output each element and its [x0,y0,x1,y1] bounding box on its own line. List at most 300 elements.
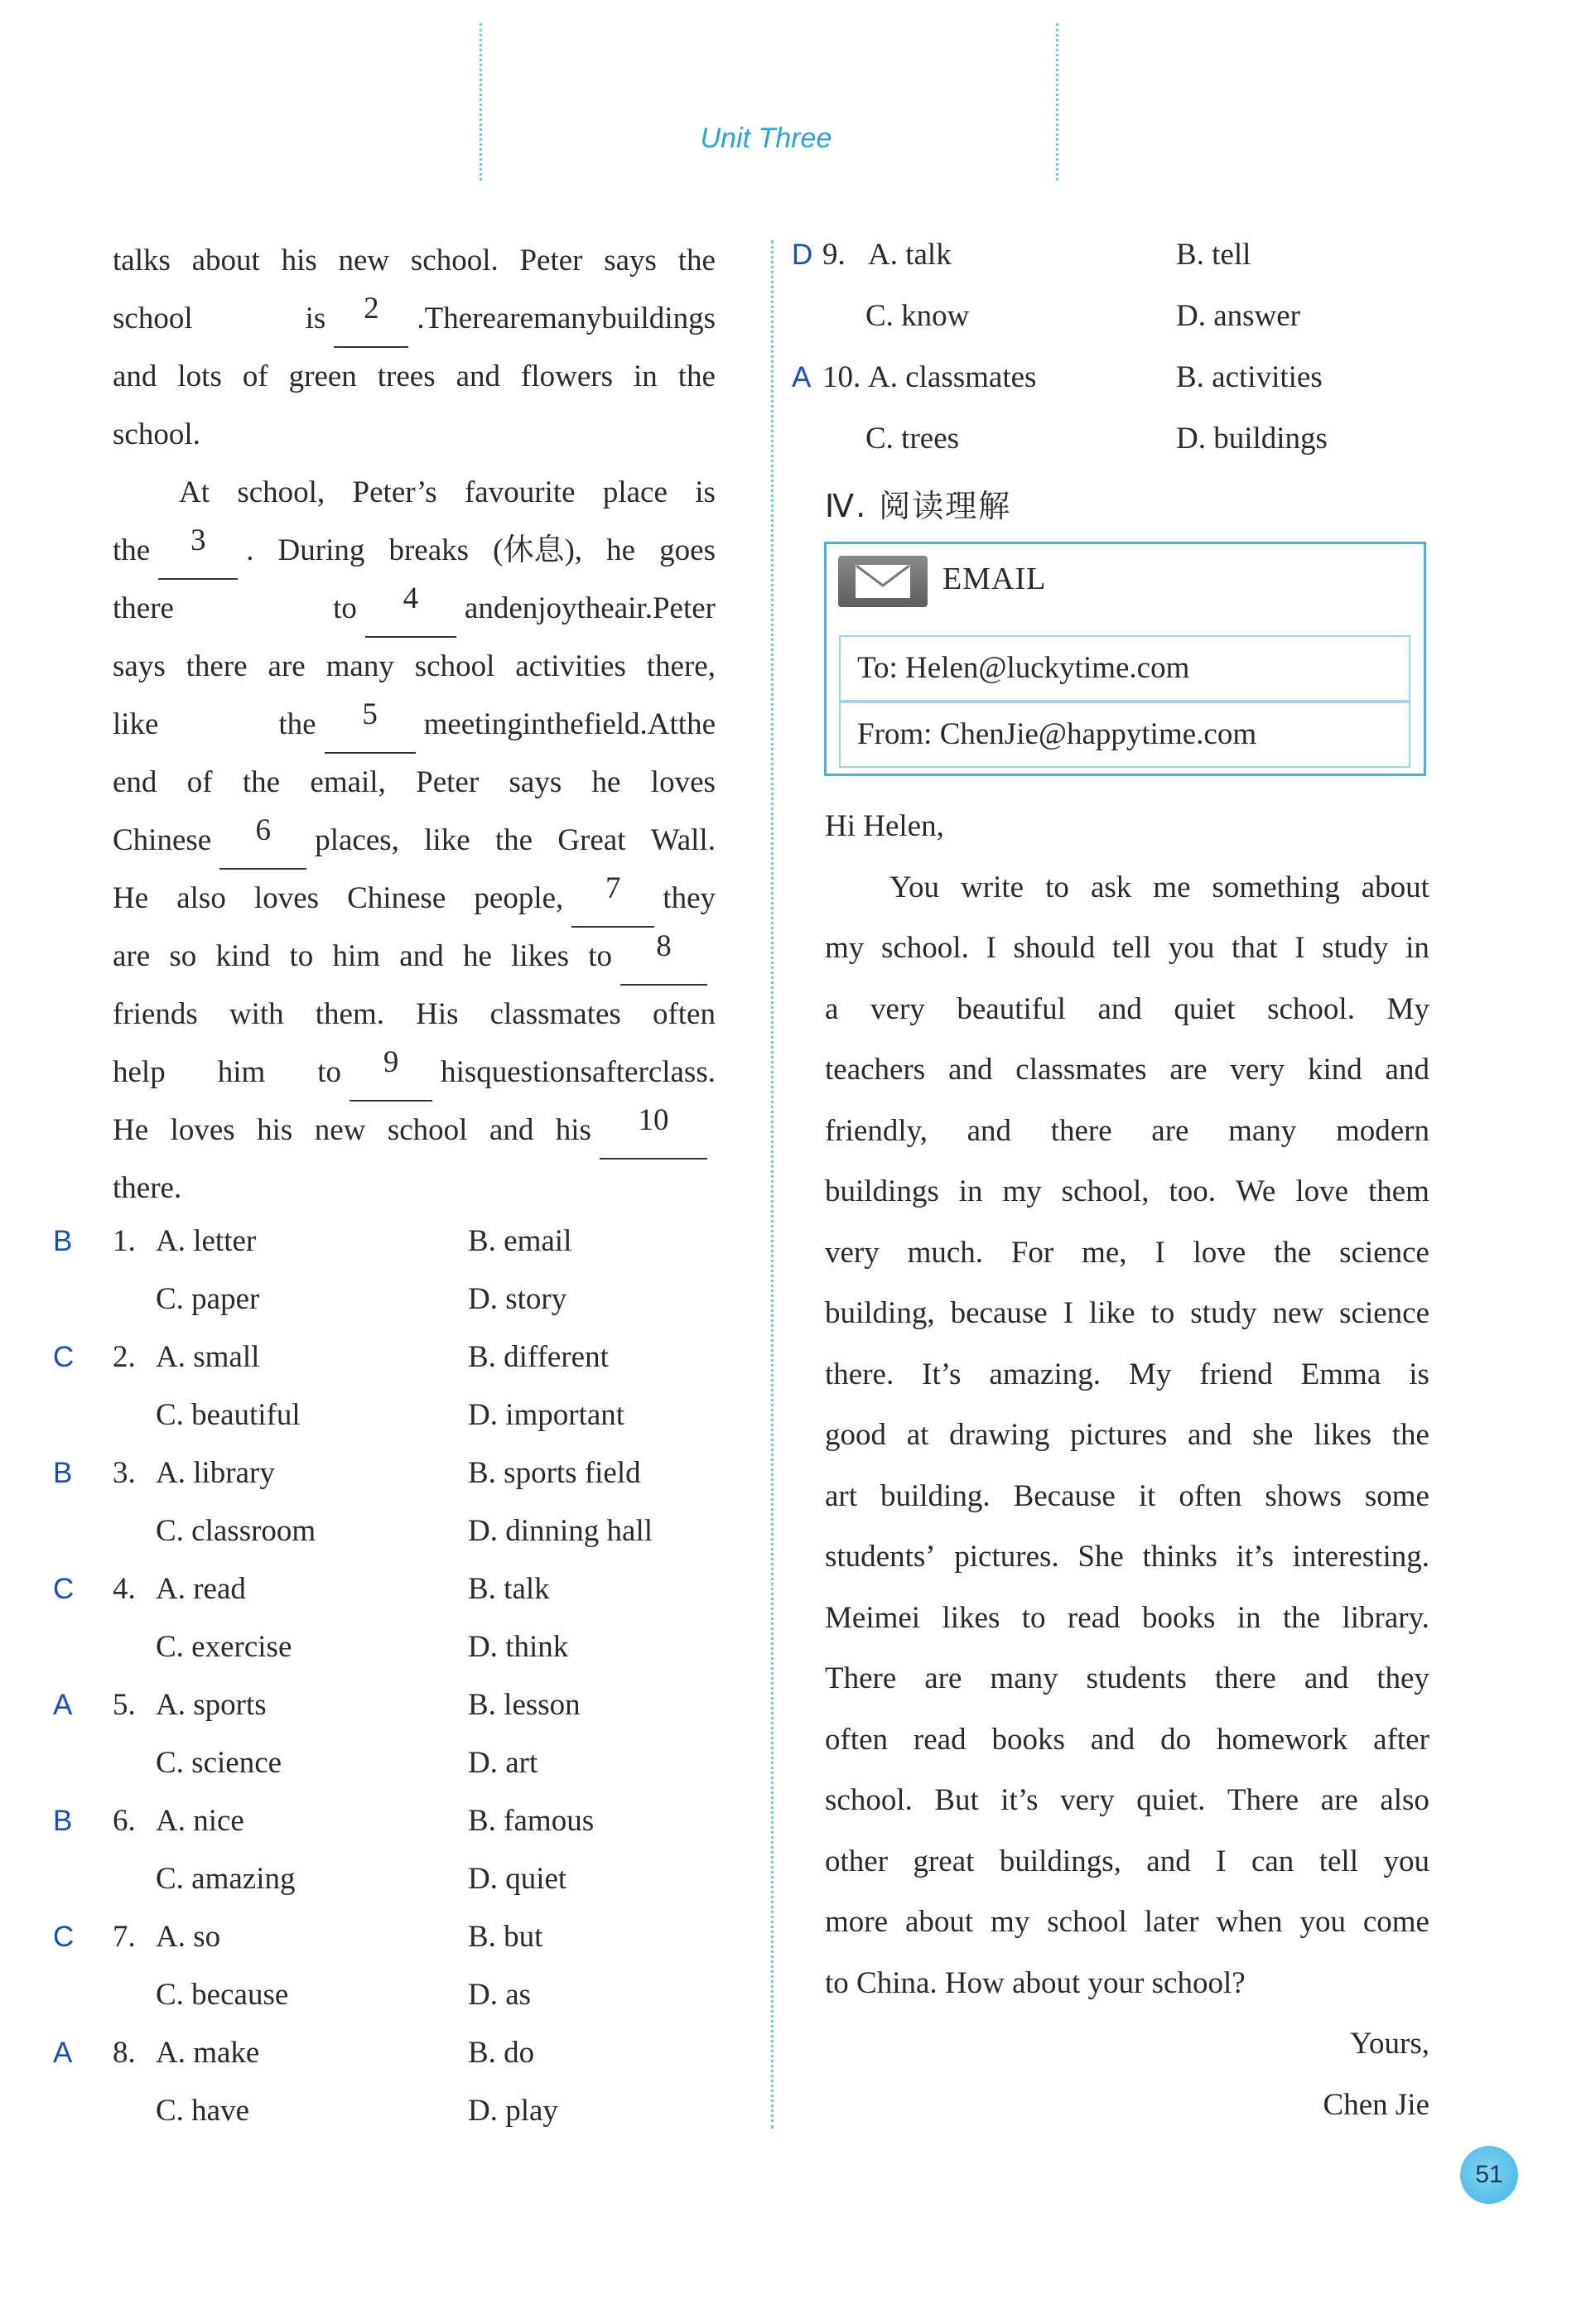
word: his [441,1055,477,1089]
word: very [870,991,925,1026]
word: But [934,1783,979,1817]
word: like [113,707,159,741]
word: people, [474,881,564,915]
word: many [325,649,394,683]
word: I [1063,1296,1074,1330]
passage-line [113,1102,716,1160]
word: you [1299,1905,1346,1939]
word: him [332,939,381,973]
blank-10: 10 [600,1102,707,1160]
word: me, [1082,1235,1127,1270]
word: buildings, [999,1844,1121,1878]
word: new [314,1113,366,1147]
word: school [1047,1905,1127,1939]
word: often [1179,1478,1242,1513]
word: says [509,765,562,799]
page-number: 51 [1460,2146,1518,2204]
word: buildings [825,1174,939,1208]
option-d: D. quiet [468,1862,567,1896]
letter-line [825,1039,1429,1101]
word: books [991,1722,1065,1757]
word: are [113,939,151,973]
word: are [1320,1783,1358,1817]
word: school [414,649,495,683]
passage-segment [441,1044,716,1102]
word: he [462,939,492,973]
letter-line [825,1466,1429,1527]
word: are [495,301,534,335]
option-c: C. amazing [156,1862,296,1896]
word: friend [1199,1357,1273,1391]
word: the [677,707,716,741]
passage-line [113,348,716,406]
word: it’s [1000,1783,1039,1817]
word: You [889,870,940,904]
word: that [1232,931,1278,965]
option-d: D. as [468,1978,532,2012]
answer-mark: A [53,2037,73,2069]
passage-text: Chinese [113,823,212,857]
word: in [958,1174,983,1208]
word: kind [1307,1053,1362,1087]
word: place [602,475,668,509]
word: drawing [949,1418,1050,1452]
word: I [1155,1235,1165,1270]
letter-line [825,1405,1429,1466]
word: students’ [825,1540,936,1574]
word: after [592,1055,648,1089]
email-letter [825,796,1429,2135]
option-a: A. talk [868,238,952,272]
passage-line [113,522,716,580]
email-label: EMAIL [942,562,1047,596]
option-d: D. art [468,1746,538,1780]
word: teachers [825,1053,926,1087]
passage-segment [113,1044,341,1102]
word: like [1089,1296,1135,1330]
word: places, [315,823,399,857]
word: school. [880,931,969,965]
cloze-passage [113,232,716,1217]
question-number: 5. [113,1688,136,1722]
letter-line [825,1283,1429,1344]
word: He [113,881,149,915]
word: there [186,649,248,683]
word: questions [476,1055,593,1089]
word: I [1216,1844,1227,1878]
word: often [825,1722,889,1757]
passage-text: they [663,881,716,915]
option-d: D. important [468,1398,625,1432]
word: many [533,301,602,335]
word: pictures. [954,1540,1059,1574]
option-b: B. activities [1176,360,1323,394]
word: There [424,301,496,335]
question-number: 1. [113,1224,136,1258]
word: also [176,881,226,915]
word: likes [1314,1418,1372,1452]
word: of [186,765,213,799]
word: says [113,649,166,683]
word: to [588,939,612,973]
word: there, [646,649,716,683]
word: are [924,1661,962,1695]
word: beautiful [957,991,1066,1026]
answer-mark: A [792,361,812,393]
answer-mark: B [53,1225,73,1257]
passage-line [113,580,716,638]
option-b: B. tell [1176,238,1251,272]
passage-segment [113,870,563,928]
letter-line [825,979,1429,1040]
answer-mark: B [53,1457,73,1489]
word: to [333,591,357,625]
option-a: A. library [156,1456,275,1490]
option-b: B. sports field [468,1456,641,1490]
question-number: 4. [113,1572,136,1606]
passage-line [113,870,716,928]
word: school [113,301,193,335]
letter-line [825,1709,1429,1771]
word: the [1274,1235,1312,1270]
email-from-field: From: ChenJie@happytime.com [839,702,1410,768]
word: is [1409,1357,1429,1391]
answer-mark: C [53,1341,75,1373]
word: it [1138,1478,1156,1513]
option-a: A. read [156,1572,246,1606]
question-number: 8. [113,2036,136,2070]
word: and [464,591,509,625]
question-number: 7. [113,1920,136,1954]
word: school. [1267,991,1355,1026]
passage-line [113,232,716,290]
word: the [1391,1418,1429,1452]
word: homework [1217,1722,1348,1757]
blank-8: 8 [620,928,707,986]
word: science [1339,1235,1429,1270]
word: . [246,533,254,567]
word: do [1160,1722,1192,1757]
blank-9: 9 [349,1044,432,1102]
letter-text: Hi Helen, [825,809,944,843]
word: For [1010,1235,1054,1270]
word: and [948,1053,993,1087]
word: pictures [1070,1418,1168,1452]
word: and [113,359,157,393]
word: my [1002,1174,1042,1208]
passage-segment [113,580,357,638]
word: kind [215,939,271,973]
word: Emma [1300,1357,1381,1391]
word: science [1339,1296,1429,1330]
email-header-box [824,542,1426,776]
word: in [633,359,658,393]
word: often [652,997,716,1031]
option-a: A. classmates [868,360,1037,394]
word: too. [1169,1174,1217,1208]
word: new [338,243,390,277]
word: when [1216,1905,1283,1939]
word: likes [511,939,569,973]
word: classmates [1015,1053,1147,1087]
word: and [489,1113,534,1147]
option-a: A. nice [156,1804,244,1838]
word: to [317,1055,342,1089]
word: he [591,765,621,799]
word: should [1013,931,1096,965]
passage-line [113,638,716,696]
word: amazing. [989,1357,1101,1391]
word: there [113,591,174,625]
word: and [1090,1722,1135,1757]
word: and [399,939,444,973]
option-c: C. have [156,2094,250,2128]
option-c: C. classroom [156,1514,316,1548]
word: in [1237,1600,1261,1635]
word: We [1235,1174,1276,1208]
word: enjoy [509,591,577,625]
answer-mark: A [53,1689,73,1721]
word: building. [880,1478,991,1513]
passage-segment [113,928,612,986]
word: many [1228,1113,1297,1148]
word: interesting. [1292,1540,1429,1574]
word: something [1212,870,1340,904]
question-number: 10. [822,360,861,394]
passage-line [113,464,716,522]
word: them. [315,997,384,1031]
letter-line [825,2013,1429,2075]
word: the [494,823,533,857]
word: and [1146,1844,1191,1878]
word: his [555,1113,591,1147]
word: new [1272,1296,1324,1330]
word: Great [557,823,626,857]
option-a: A. letter [156,1224,257,1258]
word: there [1050,1113,1112,1148]
unit-title: Unit Three [700,123,832,154]
word: library. [1342,1600,1429,1635]
word: also [1380,1783,1429,1817]
option-b: B. lesson [468,1688,581,1722]
word: can [1251,1844,1294,1878]
answer-mark: C [53,1573,75,1605]
word: help [113,1055,166,1089]
passage-segment [113,696,316,754]
word: school. [825,1783,913,1817]
word: it’s [1236,1540,1274,1574]
letter-line [825,1953,1429,2014]
word: to [1021,1600,1046,1635]
word: is [305,301,326,335]
word: tell [1318,1844,1358,1878]
word: at [906,1418,929,1452]
option-a: A. make [156,2036,260,2070]
option-c: C. paper [156,1282,260,1316]
word: art [825,1478,858,1513]
blank-3: 3 [158,522,238,580]
word: There [1227,1783,1299,1817]
word: My [1386,991,1429,1026]
word: are [1169,1053,1208,1087]
passage-line [113,754,716,812]
word: modern [1335,1113,1429,1148]
word: At [647,707,678,741]
option-b: B. do [468,2036,535,2070]
word: there [1214,1661,1276,1695]
passage-segment [113,290,325,348]
letter-line [825,1344,1429,1405]
word: study [1322,931,1389,965]
word: to [289,939,314,973]
word: study [1190,1296,1257,1330]
word: so [169,939,197,973]
word: very [825,1235,880,1270]
word: you [1168,931,1215,965]
word: favourite [464,475,576,509]
word: school, [237,475,325,509]
option-b: B. famous [468,1804,595,1838]
word: because [950,1296,1048,1330]
letter-line [825,796,1429,857]
word: is [695,475,716,509]
letter-line [825,1831,1429,1892]
word: likes [942,1600,1000,1635]
word: like [424,823,470,857]
option-a: A. sports [156,1688,267,1722]
word: much. [907,1235,984,1270]
letter-line [825,1648,1429,1709]
word: read [1067,1600,1121,1635]
word: Peter [519,243,583,277]
answer-mark: C [53,1921,75,1953]
word: breaks [388,533,470,567]
header-divider-left [480,23,482,181]
word: you [1383,1844,1429,1878]
letter-text: Yours, [1350,2027,1429,2061]
word: come [1362,1905,1429,1939]
word: after [1373,1722,1429,1757]
word: quiet [1174,991,1236,1026]
word: write [961,870,1024,904]
word: and [1385,1053,1429,1087]
passage-text: school. [113,417,200,451]
word: very [1230,1053,1285,1087]
word: about [1361,870,1429,904]
option-c: C. science [156,1746,282,1780]
option-b: B. different [468,1340,609,1374]
word: tell [1111,931,1152,965]
word: email, [310,765,386,799]
word: class. [648,1055,716,1089]
word: I [1294,931,1305,965]
word: about [191,243,260,277]
word: she [1252,1418,1294,1452]
word: school. [410,243,499,277]
option-a: A. small [156,1340,260,1374]
word: meeting [423,707,523,741]
word: activities [515,649,626,683]
word: with [229,997,284,1031]
word: in [522,707,547,741]
word: them [1367,1174,1429,1208]
word: his [281,243,317,277]
option-c: C. trees [865,422,960,456]
word: to [1150,1296,1175,1330]
question-number: 3. [113,1456,136,1490]
word: says [604,243,657,277]
option-c: C. exercise [156,1630,292,1664]
word: Wall. [650,823,716,857]
word: Peter [416,765,480,799]
option-d: D. dinning hall [468,1514,653,1548]
word: and [456,359,501,393]
passage-segment [315,812,716,870]
word: and [967,1113,1012,1148]
word: shows [1265,1478,1342,1513]
word: his [257,1113,293,1147]
blank-2: 2 [334,290,408,348]
letter-text: Chen Jie [1323,2087,1429,2122]
letter-line [825,1101,1429,1162]
passage-segment [424,696,716,754]
word: of [242,359,268,393]
word: . [417,301,425,335]
word: books [1141,1600,1216,1635]
passage-segment [113,1102,591,1160]
letter-line [825,1588,1429,1649]
word: they [1376,1661,1429,1695]
word: he [606,533,636,567]
option-d: D. think [468,1630,569,1664]
option-d: D. story [468,1282,567,1316]
word: school [387,1113,468,1147]
answer-mark: D [792,239,813,271]
word: the [1282,1600,1321,1635]
option-d: D. answer [1176,299,1301,333]
letter-line [825,1770,1429,1831]
blank-5: 5 [325,696,416,754]
header-divider-right [1056,23,1058,181]
word: His [416,997,459,1031]
word: talks [113,243,171,277]
passage-line [113,1160,716,1217]
blank-7: 7 [571,870,654,928]
passage-segment [465,580,716,638]
word: my [825,931,865,965]
word: trees [377,359,436,393]
word: read [913,1722,967,1757]
letter-line [825,857,1429,919]
word: friends [113,997,198,1031]
word: He [113,1113,149,1147]
word: me [1153,870,1191,904]
word: friendly, [825,1113,928,1148]
passage-line [113,1044,716,1102]
word: ask [1090,870,1132,904]
letter-line [825,918,1429,979]
option-d: D. play [468,2094,558,2128]
word: I [986,931,996,965]
word: students [1086,1661,1187,1695]
option-b: B. email [468,1224,572,1258]
word: school, [1061,1174,1150,1208]
word: some [1364,1478,1429,1513]
word: him [217,1055,266,1089]
word: classmates [489,997,621,1031]
word: my [991,1905,1030,1939]
question-number: 9. [822,238,846,272]
